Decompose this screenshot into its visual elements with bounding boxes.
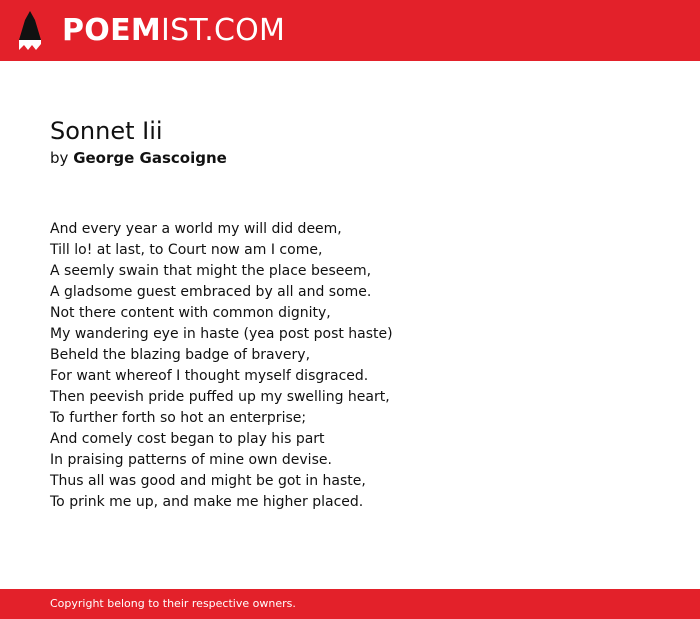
poem-line-4: A gladsome guest embraced by all and some. — [50, 284, 372, 300]
poem-line-2: Till lo! at last, to Court now am I come, — [50, 242, 323, 258]
poem-title: Sonnet Iii — [50, 117, 163, 145]
poem-line-7: Beheld the blazing badge of bravery, — [50, 347, 311, 363]
poem-line-10: To further forth so hot an enterprise; — [50, 410, 307, 426]
poem-line-9: Then peevish pride puffed up my swelling heart, — [50, 389, 390, 405]
poem-author: George Gascoigne — [73, 149, 227, 167]
copyright-text: Copyright belong to their respective owners. — [50, 597, 296, 610]
poem-line-12: In praising patterns of mine own devise. — [50, 452, 332, 468]
poem-line-6: My wandering eye in haste (yea post post haste) — [50, 326, 393, 342]
poem-line-3: A seemly swain that might the place beseem, — [50, 263, 372, 279]
pencil-icon — [18, 10, 42, 52]
site-footer — [0, 589, 700, 619]
poem-line-8: For want whereof I thought myself disgraced. — [50, 368, 369, 384]
logo-wordmark-light: IST.COM — [161, 13, 286, 48]
site-logo-text — [62, 13, 286, 48]
poem-line-5: Not there content with common dignity, — [50, 305, 331, 321]
poem-line-13: Thus all was good and might be got in haste, — [50, 473, 366, 489]
byline-prefix: by — [50, 149, 69, 167]
poem-line-11: And comely cost began to play his part — [50, 431, 325, 447]
poem-line-1: And every year a world my will did deem, — [50, 221, 342, 237]
site-header — [0, 0, 700, 61]
poem-body — [50, 219, 650, 513]
poem-line-14: To prink me up, and make me higher placed. — [50, 494, 364, 510]
poem-byline — [50, 148, 650, 168]
poem-header — [50, 117, 650, 168]
site-logo-link[interactable] — [18, 9, 285, 53]
logo-wordmark-bold: POEM — [62, 13, 162, 48]
